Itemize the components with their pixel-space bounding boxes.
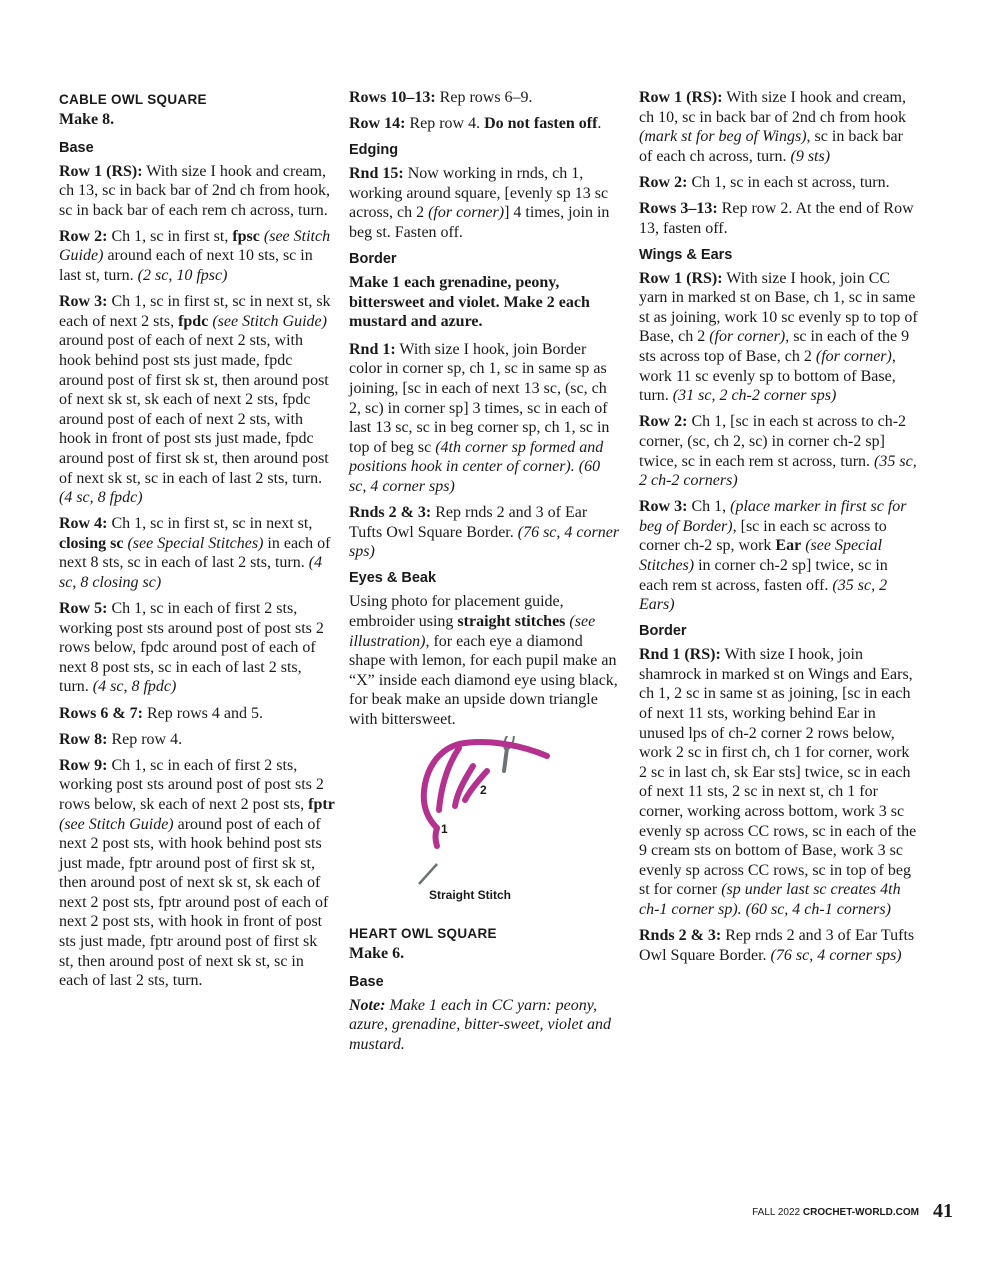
- footer-publication: CROCHET-WORLD.COM: [802, 1207, 919, 1218]
- heart-row-2: Row 2: Ch 1, sc in each st across, turn.: [639, 173, 890, 191]
- edging-rnd-15: Rnd 15: Now working in rnds, ch 1, working around square, [evenly sp 13 sc across, ch 2 (for corner)] 4 times, join in beg st. Fasten off.: [349, 165, 610, 241]
- heart-rows-3-13: Rows 3–13: Rep row 2. At the end of Row 13, fasten off.: [639, 199, 914, 237]
- figure-caption: Straight Stitch: [429, 888, 512, 903]
- cable-rows-6-7: Rows 6 & 7: Rep rows 4 and 5.: [59, 704, 263, 722]
- wings-row-3: Row 3: Ch 1, (place marker in first sc for beg of Border), [sc in each sc across to corner ch-2 sp, work Ear (see Special Stitches) in corner ch-2 sp] twice, sc in each rem st across, fasten off. (35 sc, 2 Ears): [639, 498, 907, 614]
- wings-row-1: Row 1 (RS): With size I hook, join CC yarn in marked st on Base, ch 1, sc in same st as joining, work 10 sc evenly sp to top of Base, ch 2 (for corner), sc in each of the 9 sts across top of Base, ch 2 (for corner), work 11 sc evenly sp to bottom of Base, turn. (31 sc, 2 ch-2 corner sps): [639, 269, 918, 405]
- eyes-beak-heading: Eyes & Beak: [349, 570, 437, 587]
- needle-tip: [419, 864, 437, 884]
- cable-rows-10-13: Rows 10–13: Rep rows 6–9.: [349, 89, 533, 106]
- cable-border-heading: Border: [349, 251, 397, 268]
- stitch-label-1: 1: [441, 822, 448, 837]
- page-number: 41: [933, 1200, 953, 1222]
- column-3: [639, 88, 919, 972]
- heart-base-note: Note: Make 1 each in CC yarn: peony, azure, grenadine, bitter-sweet, violet and mustard.: [349, 996, 611, 1053]
- needle-shaft: [504, 748, 507, 771]
- column-1: [59, 88, 335, 997]
- cable-row-5: Row 5: Ch 1, sc in each of first 2 sts, working post sts around post of post sts 2 rows below, fpdc around post of each of next 8 post sts, sc in each of last 2 sts, turn. (4 sc, 8 fpdc): [59, 600, 324, 696]
- border-rnd-1: Rnd 1: With size I hook, join Border color in corner sp, ch 1, sc in same sp as joining, [sc in each of next 13 sc, (sc, ch 2, sc) in corner sp] 3 times, sc in each of last 13 sc, sc in beg corner sp, ch 1, sc in top of beg sc (4th corner sp formed and positions hook in center of corner). (60 sc, 4 corner sps): [349, 340, 610, 495]
- cable-row-14: Row 14: Rep row 4. Do not fasten off.: [349, 115, 602, 133]
- cable-base-heading: Base: [59, 139, 94, 156]
- border-make-colors: Make 1 each grenadine, peony, bittersweet and violet. Make 2 each mustard and azure.: [349, 274, 590, 331]
- page-footer: [600, 1200, 953, 1223]
- heart-border-heading: Border: [639, 623, 687, 640]
- heart-border-rnds-2-3: Rnds 2 & 3: Rep rnds 2 and 3 of Ear Tufts Owl Square Border. (76 sc, 4 corner sps): [639, 927, 915, 964]
- wings-row-2: Row 2: Ch 1, [sc in each st across to ch-2 corner, (sc, ch 2, sc) in corner ch-2 sp] twice, sc in each rem st across, turn. (35 sc, 2 ch-2 corners): [639, 413, 917, 490]
- cable-row-1: Row 1 (RS): With size I hook and cream, ch 13, sc in back bar of 2nd ch from hook, sc in back bar of each rem ch across, turn.: [59, 162, 331, 219]
- border-rnds-2-3: Rnds 2 & 3: Rep rnds 2 and 3 of Ear Tufts Owl Square Border. (76 sc, 4 corner sps): [349, 504, 620, 561]
- cable-row-4: Row 4: Ch 1, sc in first st, sc in next st, closing sc (see Special Stitches) in each of next 8 sts, sc in each of last 2 sts, turn. (4 sc, 8 closing sc): [59, 515, 331, 591]
- footer-season: FALL 2022: [752, 1207, 803, 1218]
- cable-owl-square-title: CABLE OWL SQUARE: [59, 92, 207, 107]
- straight-stitch-icon: [349, 736, 621, 886]
- stitch-label-2: 2: [480, 783, 487, 798]
- column-2: [349, 88, 621, 1061]
- heart-owl-square-title: HEART OWL SQUARE: [349, 926, 497, 942]
- straight-stitch-illustration: [349, 736, 621, 906]
- heart-row-1: Row 1 (RS): With size I hook and cream, ch 10, sc in back bar of 2nd ch from hook (mark st for beg of Wings), sc in back bar of each ch across, turn. (9 sts): [639, 89, 907, 165]
- edging-heading: Edging: [349, 142, 399, 159]
- wings-ears-heading: Wings & Ears: [639, 246, 733, 263]
- heart-make-count: Make 6.: [349, 945, 405, 963]
- heart-base-heading: Base: [349, 973, 384, 990]
- cable-make-count: Make 8.: [59, 111, 115, 128]
- heart-border-rnd-1: Rnd 1 (RS): With size I hook, join shamrock in marked st on Wings and Ears, ch 1, 2 sc in same st as joining, [sc in each of next 11 sts, working behind Ear in unused lps of ch-2 corner 2 rows below, work 2 sc in first ch, ch 1 for corner, work 2 sc in last ch, sk Ear sts] twice, sc in each of next 11 sts, 2 sc in next st, ch 1 for corner, working across bottom, work 3 sc evenly sp across CC rows, sc in each of the 9 cream sts on bottom of Base, work 3 sc evenly sp across CC rows, sc in top of beg st for corner (sp under last sc creates 4th ch-1 corner sp). (60 sc, 4 ch-1 corners): [639, 646, 917, 918]
- eyes-beak-text: Using photo for placement guide, embroider using straight stitches (see illustration), for each eye a diamond shape with lemon, for each pupil make an “X” inside each diamond eye using black, for beak make an upside down triangle with bittersweet.: [349, 593, 618, 728]
- cable-row-3: Row 3: Ch 1, sc in first st, sc in next st, sk each of next 2 sts, fpdc (see Stitch Guide) around post of each of next 2 sts, with hook behind post sts just made, fpdc around post of first sk st, then around post of next sk st, sk each of next 2 sts, fpdc around post of each of next 2 sts, with hook in front of post sts just made, fpdc around post of first sk st, then around post of next sk st, sc in each of last 2 sts, turn. (4 sc, 8 fpdc): [59, 293, 331, 507]
- yarn-tail: [436, 828, 438, 846]
- cable-row-2: Row 2: Ch 1, sc in first st, fpsc (see Stitch Guide) around each of next 10 sts, sc in last st, turn. (2 sc, 10 fpsc): [59, 227, 331, 285]
- cable-row-8: Row 8: Rep row 4.: [59, 730, 183, 748]
- cable-row-9: Row 9: Ch 1, sc in each of first 2 sts, working post sts around post of post sts 2 rows below, sk each of next 2 post sts, fptr (see Stitch Guide) around post of each of next 2 post sts, with hook behind post sts just made, fptr around post of first sk st, then around post of next sk st, sk each of next 2 post sts, fptr around post of each of next 2 post sts, with hook in front of post sts just made, fptr around post of first sk st, then around post of next sk st, sc in each of last 2 sts, turn.: [59, 756, 335, 990]
